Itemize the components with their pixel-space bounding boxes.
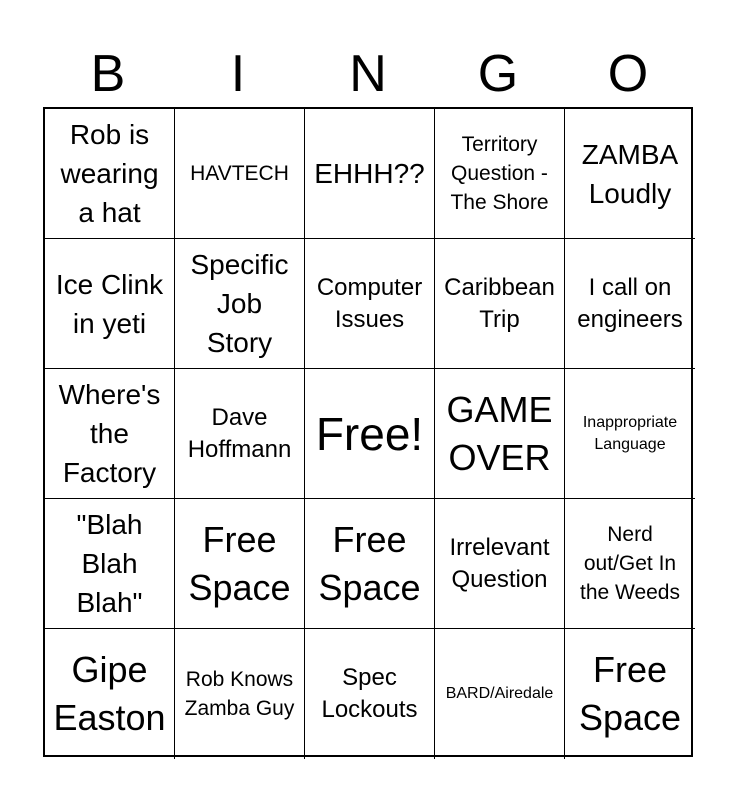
header-letter-i: I <box>230 45 246 103</box>
bingo-cell[interactable] <box>45 499 175 629</box>
cell-label: Free Space <box>578 649 682 738</box>
cell-label: Computer Issues <box>316 273 423 333</box>
bingo-cell[interactable] <box>435 629 565 759</box>
cell-label: "Blah Blah Blah" <box>76 509 143 618</box>
cell-label: Rob is wearing a hat <box>60 119 159 228</box>
cell-label: Caribbean Trip <box>444 273 555 333</box>
header-letter-b: B <box>90 45 126 103</box>
bingo-cell[interactable] <box>45 369 175 499</box>
bingo-header <box>43 40 693 108</box>
cell-label: I call on engineers <box>577 273 683 333</box>
bingo-cell[interactable] <box>435 239 565 369</box>
bingo-cell[interactable] <box>45 629 175 759</box>
cell-label: Free Space <box>188 518 291 608</box>
cell-label: Inappropriate Language <box>582 413 678 453</box>
cell-label: Free! <box>315 407 424 460</box>
cell-label: Irrelevant Question <box>449 533 550 593</box>
bingo-cell[interactable] <box>565 109 695 239</box>
bingo-cell[interactable] <box>565 369 695 499</box>
bingo-cell[interactable] <box>175 239 305 369</box>
bingo-cell[interactable] <box>45 109 175 239</box>
bingo-cell[interactable] <box>435 369 565 499</box>
cell-label: Territory Question - The Shore <box>450 133 549 214</box>
cell-label: Where's the Factory <box>58 379 161 488</box>
cell-label: Dave Hoffmann <box>187 403 292 463</box>
cell-label: Rob Knows Zamba Guy <box>184 668 295 720</box>
cell-label: BARD/Airedale <box>445 685 554 702</box>
cell-label: Specific Job Story <box>190 249 289 358</box>
cell-label: HAVTECH <box>190 162 289 185</box>
bingo-cell[interactable] <box>305 239 435 369</box>
cell-label: Gipe Easton <box>53 649 166 738</box>
cell-label: Nerd out/Get In the Weeds <box>579 523 680 604</box>
bingo-cell[interactable] <box>175 109 305 239</box>
bingo-cell[interactable] <box>305 109 435 239</box>
bingo-cell[interactable] <box>565 629 695 759</box>
cell-label: Spec Lockouts <box>321 664 418 723</box>
header-letter-g: G <box>477 45 519 103</box>
bingo-cell-center[interactable] <box>305 369 435 499</box>
bingo-cell[interactable] <box>565 239 695 369</box>
cell-label: ZAMBA Loudly <box>581 138 679 209</box>
bingo-board <box>43 107 693 757</box>
cell-label: Free Space <box>318 518 421 608</box>
header-letter-o: O <box>607 45 649 103</box>
bingo-cell[interactable] <box>305 629 435 759</box>
bingo-cell[interactable] <box>435 499 565 629</box>
header-letter-n: N <box>349 45 387 103</box>
bingo-cell[interactable] <box>175 499 305 629</box>
bingo-cell[interactable] <box>175 369 305 499</box>
bingo-cell[interactable] <box>175 629 305 759</box>
cell-label: GAME OVER <box>446 388 553 478</box>
bingo-cell[interactable] <box>565 499 695 629</box>
bingo-cell[interactable] <box>45 239 175 369</box>
cell-label: Ice Clink in yeti <box>55 268 164 339</box>
bingo-cell[interactable] <box>435 109 565 239</box>
bingo-cell[interactable] <box>305 499 435 629</box>
cell-label: EHHH?? <box>314 158 425 189</box>
